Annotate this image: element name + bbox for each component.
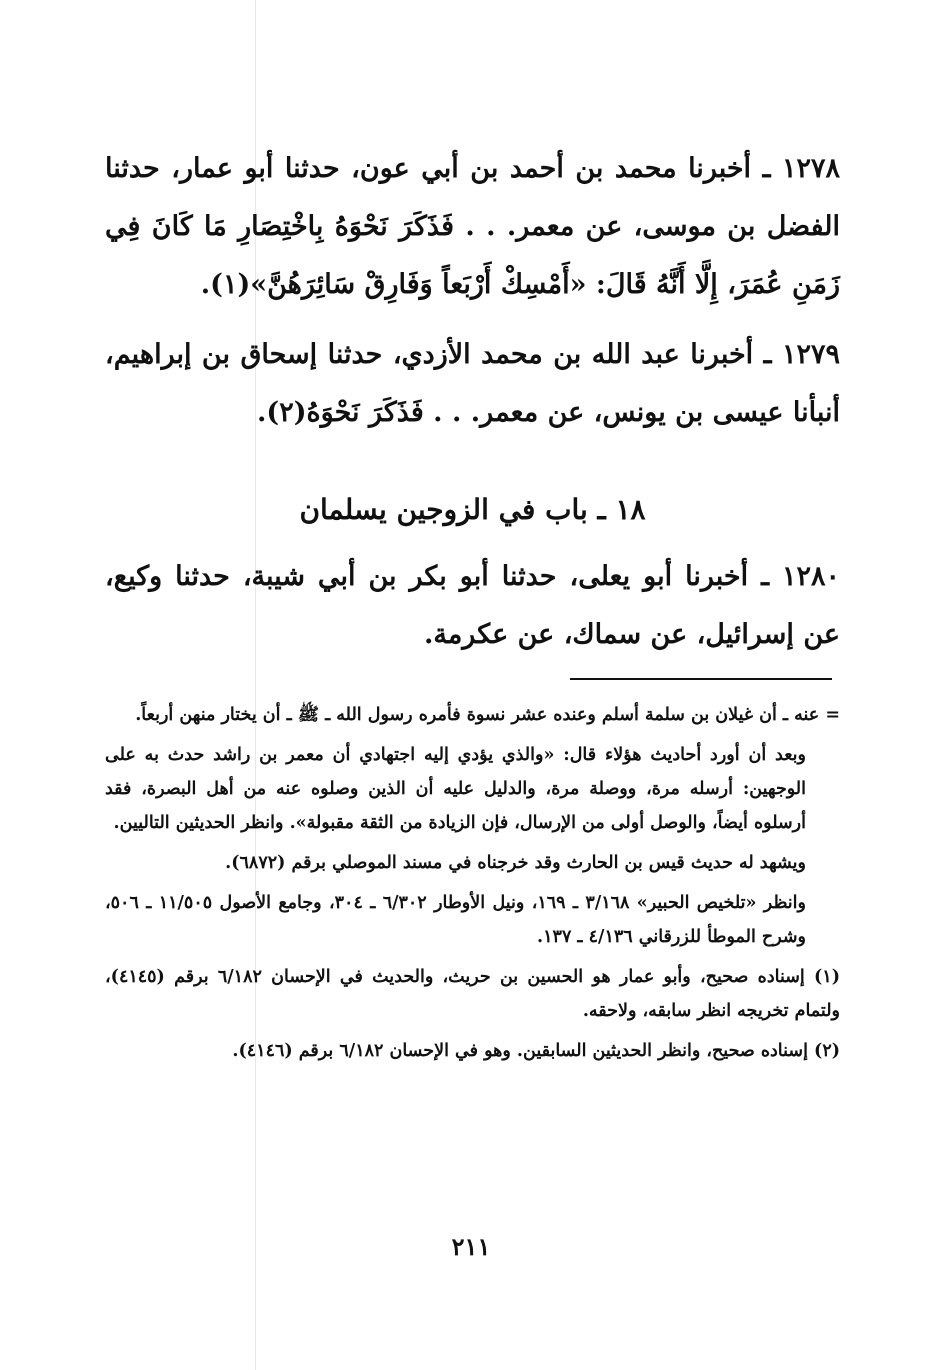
- page-number: ٢١١: [451, 1232, 491, 1261]
- main-text: [105, 140, 840, 664]
- footnote-1: (١) إسناده صحيح، وأبو عمار هو الحسين بن حريث، والحديث في الإحسان ٦/١٨٢ برقم (٤١٤٥)، ولتمام تخريجه انظر سابقه، ولاحقه.: [105, 967, 840, 1021]
- chapter-heading: ١٨ ـ باب في الزوجين يسلمان: [299, 493, 646, 526]
- hadith-paragraph-1280: ١٢٨٠ ـ أخبرنا أبو يعلى، حدثنا أبو بكر بن أبي شيبة، حدثنا وكيع، عن إسرائيل، عن سماك، عن عكرمة.: [105, 561, 840, 650]
- hadith-paragraph-1278: ١٢٧٨ ـ أخبرنا محمد بن أحمد بن أبي عون، حدثنا أبو عمار، حدثنا الفضل بن موسى، عن معمر. . . فَذَكَرَ نَحْوَهُ بِاخْتِصَارِ مَا كَانَ فِي زَمَنِ عُمَرَ، إِلَّا أَنَّهُ قَالَ: «أَمْسِكْ أَرْبَعاً وَفَارِقْ سَائِرَهُنَّ»(١).: [105, 153, 840, 300]
- footnote-paragraph: ويشهد له حديث قيس بن الحارث وقد خرجناه في مسند الموصلي برقم (٦٨٧٢).: [225, 853, 806, 873]
- footnote-separator: [570, 678, 832, 680]
- footnotes: [105, 698, 840, 1074]
- hadith-paragraph-1279: ١٢٧٩ ـ أخبرنا عبد الله بن محمد الأزدي، حدثنا إسحاق بن إبراهيم، أنبأنا عيسى بن يونس، عن معمر. . . فَذَكَرَ نَحْوَهُ(٢).: [105, 339, 840, 428]
- footnote-paragraph: وانظر «تلخيص الحبير» ٣/١٦٨ ـ ١٦٩، ونيل الأوطار ٦/٣٠٢ ـ ٣٠٤، وجامع الأصول ١١/٥٠٥ ـ ٥٠٦، وشرح الموطأ للزرقاني ٤/١٣٦ ـ ١٣٧.: [105, 893, 806, 947]
- footnote-paragraph: وبعد أن أورد أحاديث هؤلاء قال: «والذي يؤدي إليه اجتهادي أن معمر بن راشد حدث به على الوجهين: أرسله مرة، ووصلة مرة، والدليل عليه أن الذين وصلوه عنه من أهل البصرة، فقد أرسلوه أيضاً، والوصل أولى من الإرسال، فإن الزيادة من الثقة مقبولة». وانظر الحديثين التاليين.: [105, 745, 806, 833]
- footnote-2: (٢) إسناده صحيح، وانظر الحديثين السابقين. وهو في الإحسان ٦/١٨٢ برقم (٤١٤٦).: [232, 1041, 840, 1061]
- footnote-continuation: = عنه ـ أن غيلان بن سلمة أسلم وعنده عشر نسوة فأمره رسول الله ـ ﷺ ـ أن يختار منهن أربعاً.: [135, 705, 840, 725]
